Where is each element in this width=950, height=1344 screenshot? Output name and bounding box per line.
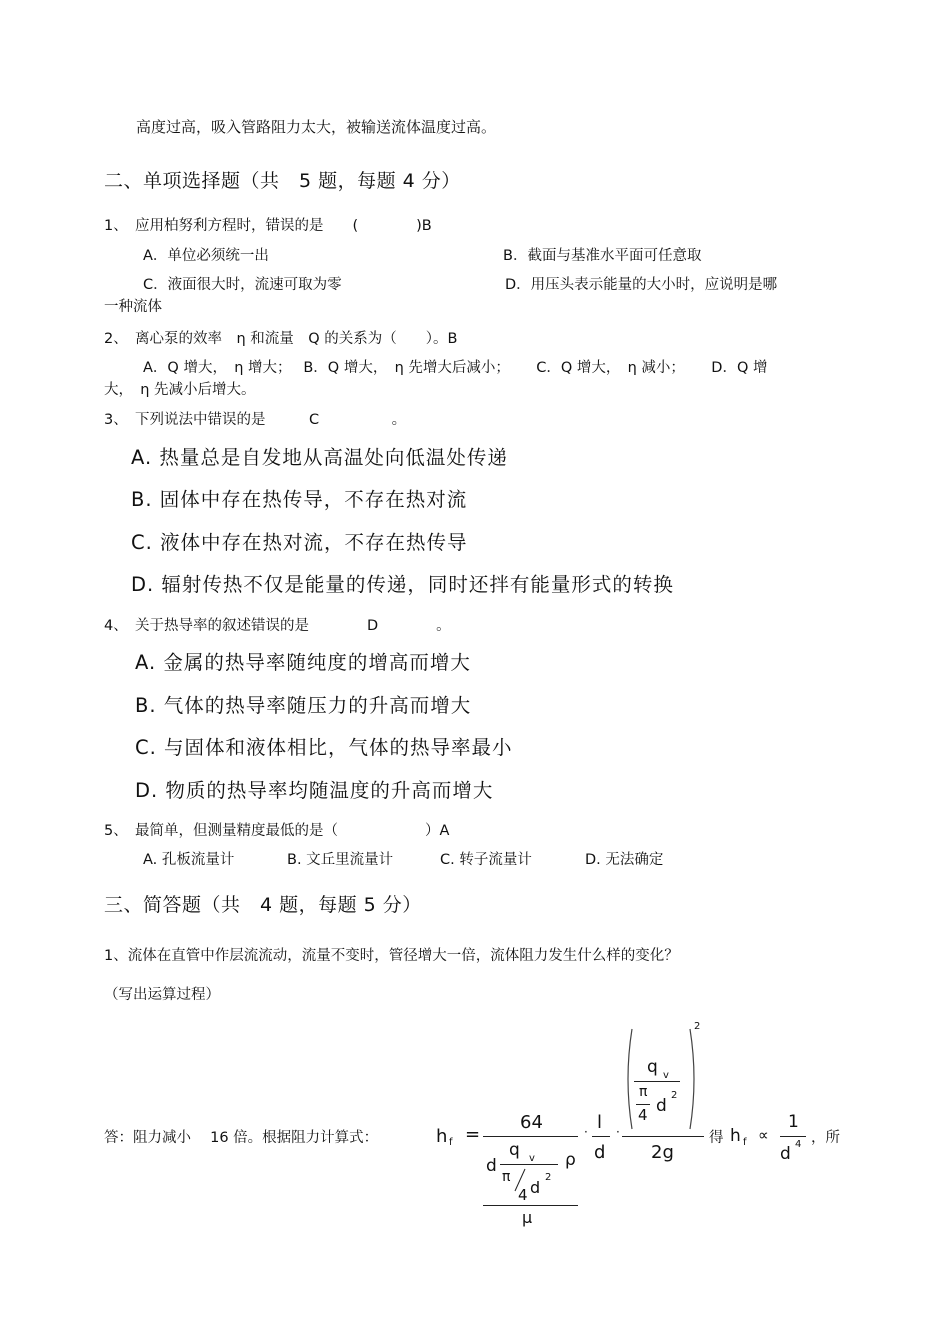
- section3-title: 三、简答题（共 4 题，每题 5 分）: [104, 894, 422, 916]
- q4-option-d: D. 物质的热导率均随温度的升高而增大: [135, 779, 494, 802]
- suo-text: ，所: [811, 1130, 840, 1146]
- vel-qv: q: [647, 1057, 658, 1077]
- l-symbol: l: [597, 1112, 603, 1133]
- two-g: 2g: [651, 1142, 674, 1163]
- q5-option-a: A. 孔板流量计: [143, 852, 235, 868]
- answer-prefix: 答：阻力减小 16 倍。根据阻力计算式：: [104, 1130, 379, 1146]
- proportional-sign: ∝: [758, 1126, 769, 1144]
- one-numerator: 1: [788, 1112, 799, 1132]
- vel-pi-bar: [636, 1104, 650, 1105]
- s3-q1-stem: 1、流体在直管中作层流流动，流量不变时，管径增大一倍，流体阻力发生什么样的变化？: [104, 948, 679, 964]
- hf-subscript-2: f: [743, 1137, 747, 1148]
- q1-option-b: B．截面与基准水平面可任意取: [503, 248, 702, 264]
- dot-2: ·: [616, 1125, 620, 1139]
- one-over-d4-bar: [780, 1136, 806, 1137]
- q3-option-a: A. 热量总是自发地从高温处向低温处传递: [131, 446, 508, 469]
- vel-d: d: [656, 1096, 667, 1116]
- section2-title: 二、单项选择题（共 5 题，每题 4 分）: [104, 170, 461, 192]
- vel-qv-sub: v: [663, 1070, 669, 1081]
- q3-option-b: B. 固体中存在热传导，不存在热对流: [131, 488, 468, 511]
- q5-option-c: C. 转子流量计: [440, 852, 532, 868]
- q4-option-c: C. 与固体和液体相比，气体的热导率最小: [135, 736, 513, 759]
- velocity-fraction-bar: [622, 1136, 704, 1137]
- d4-base: d: [780, 1144, 791, 1164]
- q3-stem: 3、 下列说法中错误的是 C 。: [104, 412, 407, 428]
- q2-options: A．Q 增大， η 增大； B．Q 增大， η 先增大后减小； C．Q 增大， η 减小； D．Q 增: [143, 360, 768, 376]
- q4-stem: 4、 关于热导率的叙述错误的是 D 。: [104, 618, 451, 634]
- numerator-64: 64: [520, 1112, 543, 1133]
- square-exponent: 2: [694, 1021, 701, 1032]
- vel-inner-bar: [634, 1081, 680, 1082]
- re-d: d: [486, 1156, 497, 1176]
- q3-option-c: C. 液体中存在热对流，不存在热传导: [131, 531, 468, 554]
- q1-option-a: A．单位必须统一出: [143, 248, 269, 264]
- re-d2-exp: 2: [545, 1172, 552, 1183]
- re-d2: d: [530, 1178, 541, 1197]
- top-line: 高度过高，吸入管路阻力太大，被输送流体温度过高。: [136, 118, 497, 136]
- q1-option-d: D．用压头表示能量的大小时，应说明是哪: [505, 277, 778, 293]
- q2-stem: 2、 离心泵的效率 η 和流量 Q 的关系为（ ）。B: [104, 331, 458, 347]
- equals-sign: =: [465, 1124, 481, 1145]
- q5-option-b: B. 文丘里流量计: [287, 852, 394, 868]
- main-fraction-bar: [483, 1136, 578, 1137]
- q2-options-cont: 大， η 先减小后增大。: [104, 382, 256, 398]
- re-mu: μ: [522, 1208, 533, 1227]
- d4-exp: 4: [795, 1139, 802, 1150]
- q5-option-d: D. 无法确定: [585, 852, 664, 868]
- q1-option-c: C．液面很大时，流速可取为零: [143, 277, 342, 293]
- vel-pi: π: [639, 1084, 648, 1100]
- vel-four: 4: [638, 1106, 648, 1124]
- q5-stem: 5、 最简单，但测量精度最低的是（ ）A: [104, 823, 450, 839]
- de-text: 得: [709, 1130, 724, 1146]
- q4-option-b: B. 气体的热导率随压力的升高而增大: [135, 694, 472, 717]
- q1-option-d-cont: 一种流体: [104, 299, 162, 315]
- re-four: 4: [518, 1186, 528, 1204]
- re-pi: π: [502, 1169, 511, 1185]
- q1-stem: 1、 应用柏努利方程时，错误的是 ( )B: [104, 218, 432, 234]
- re-inner-bar: [500, 1164, 558, 1165]
- dot-1: ·: [584, 1125, 588, 1139]
- re-qv: q: [509, 1140, 520, 1160]
- re-qv-sub: v: [529, 1153, 535, 1164]
- s3-q1-note: （写出运算过程）: [104, 987, 220, 1003]
- hf-symbol: h: [436, 1126, 448, 1147]
- q4-option-a: A. 金属的热导率随纯度的增高而增大: [135, 651, 471, 674]
- q3-option-d: D. 辐射传热不仅是能量的传递，同时还拌有能量形式的转换: [131, 573, 674, 596]
- hf-subscript: f: [449, 1137, 453, 1148]
- hf-symbol-2: h: [730, 1126, 741, 1146]
- vel-d-exp: 2: [671, 1090, 678, 1101]
- l-d-bar: [592, 1136, 610, 1137]
- re-rho: ρ: [565, 1150, 576, 1170]
- re-mu-bar: [483, 1205, 578, 1206]
- d-symbol: d: [594, 1142, 606, 1163]
